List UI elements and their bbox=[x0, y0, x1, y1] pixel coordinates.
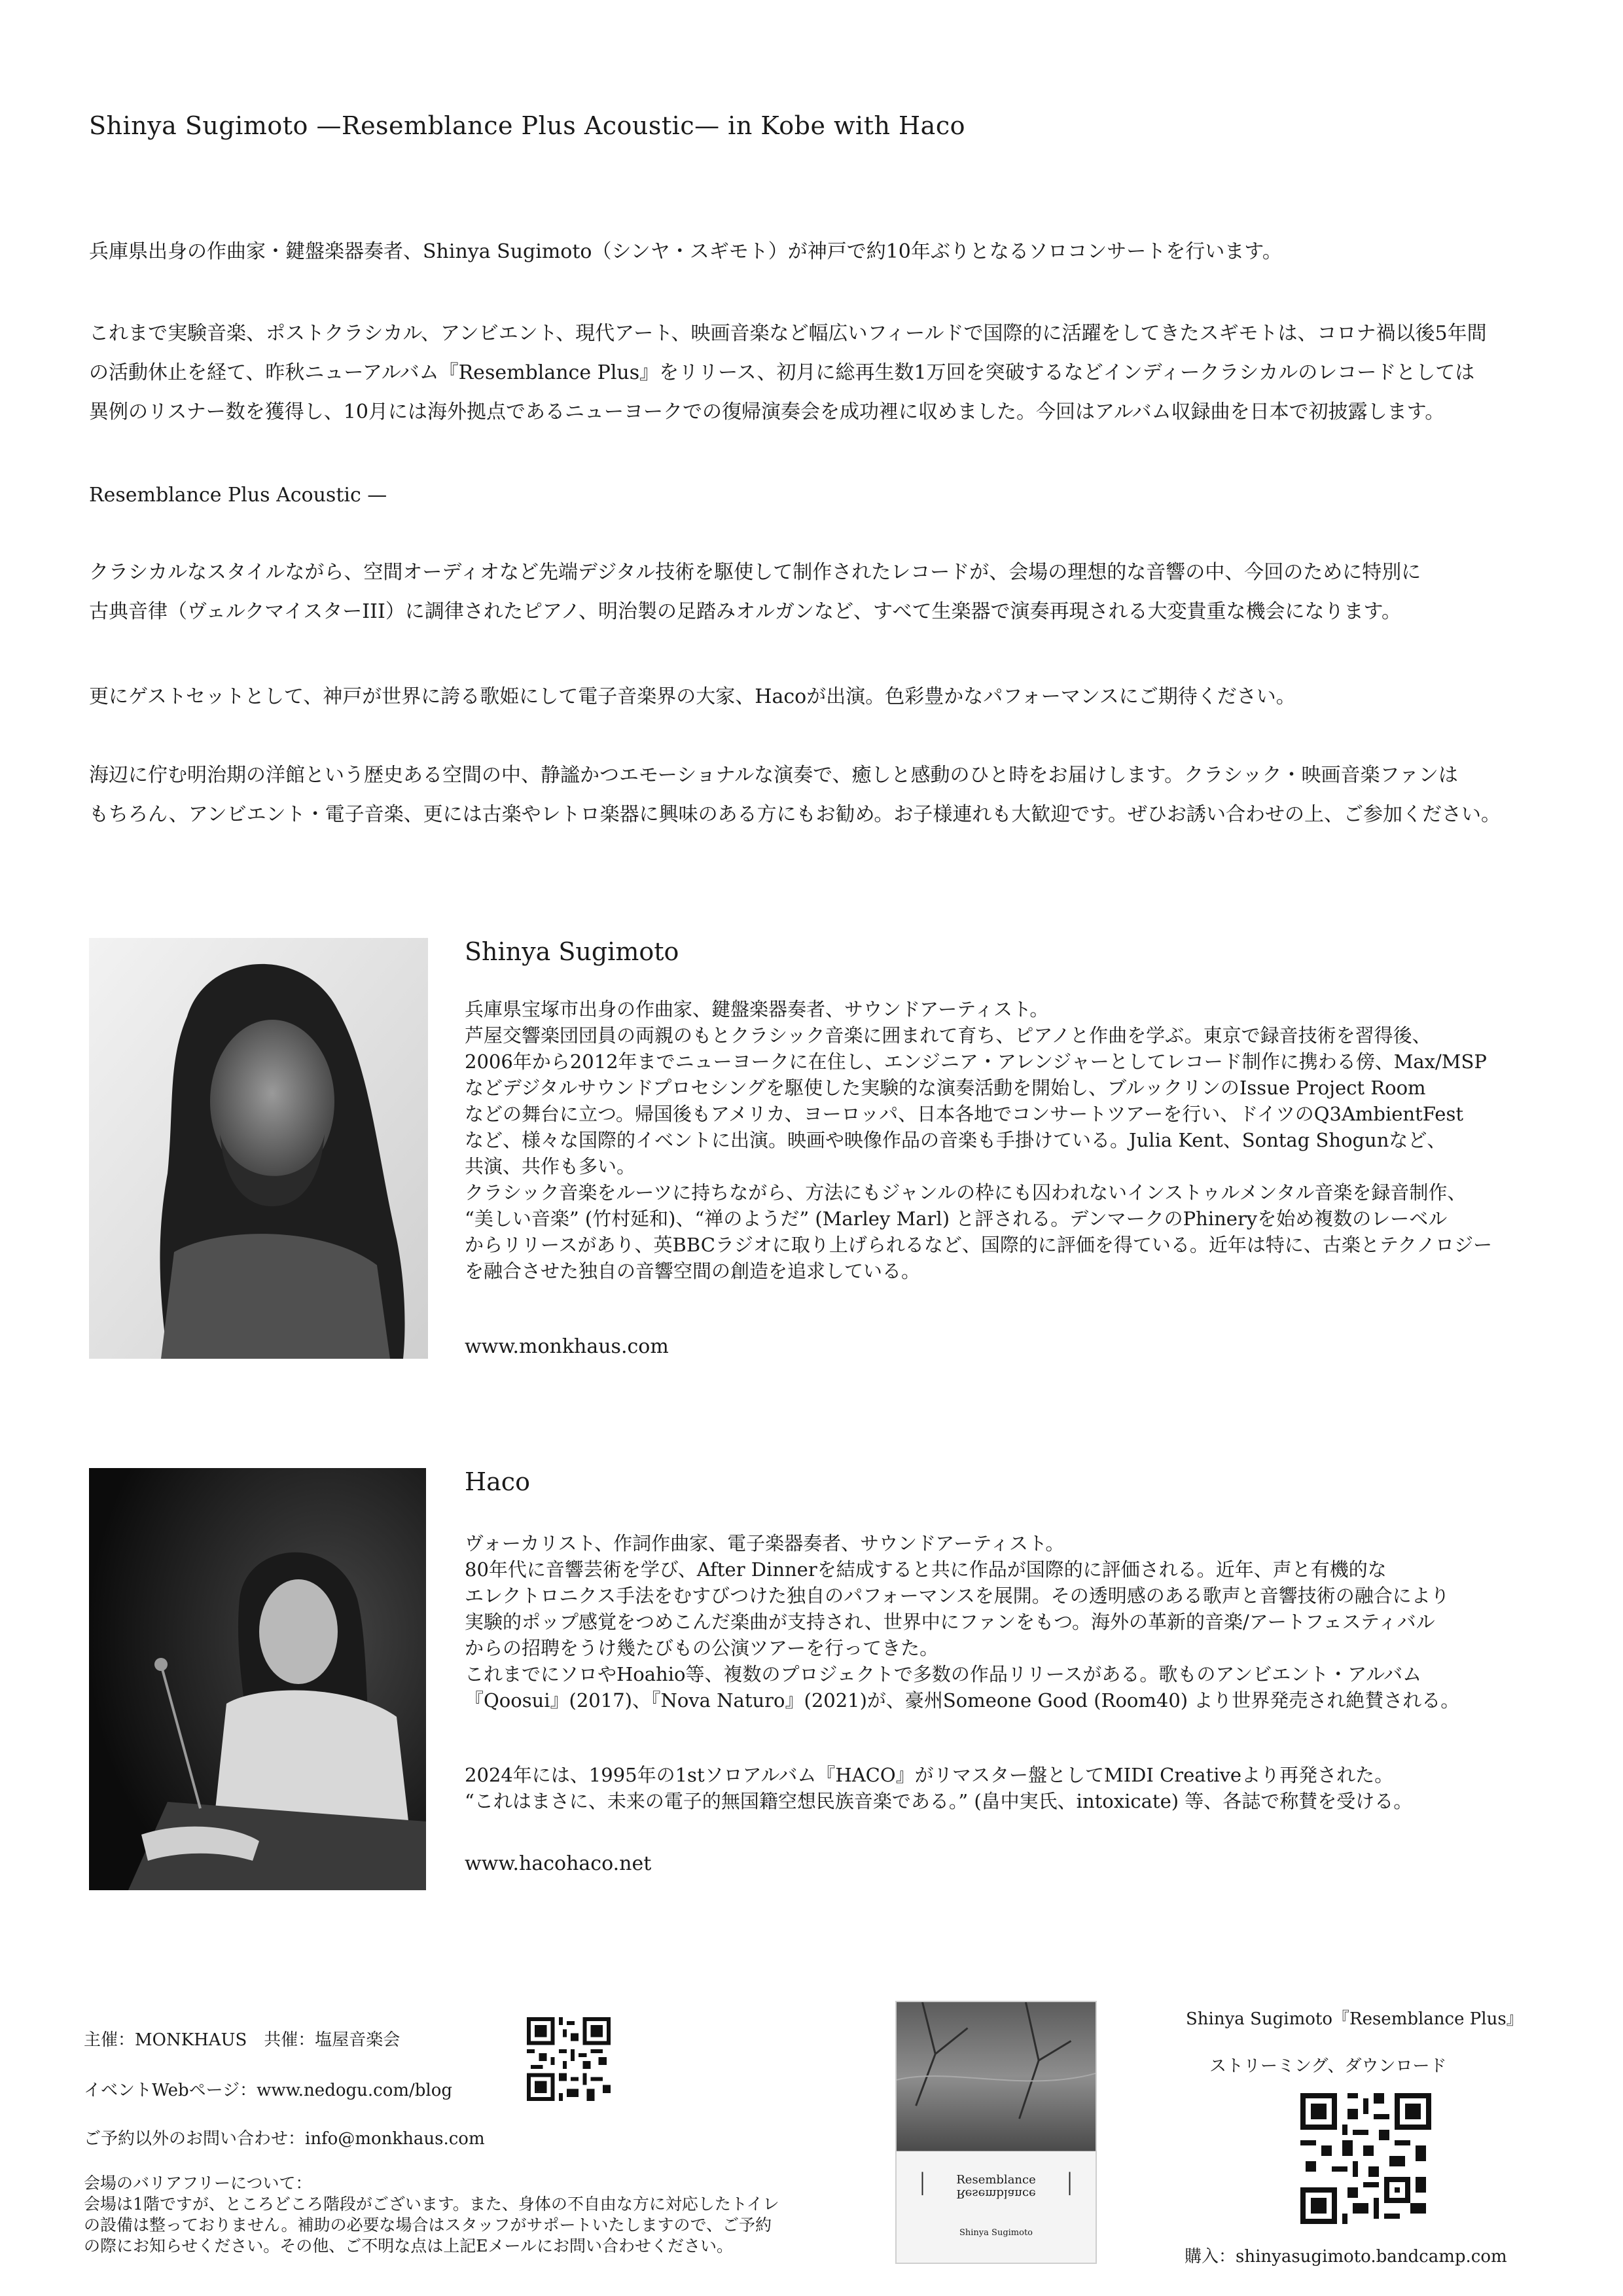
sugimoto-bio bbox=[465, 996, 1492, 1284]
intro-line: もちろん、アンビエント・電子音楽、更には古楽やレトロ楽器に興味のある方にもお勧め。お子様連れも大歓迎です。ぜひお誘い合わせの上、ご参加ください。 bbox=[89, 803, 1501, 826]
page-title: Shinya Sugimoto —Resemblance Plus Acoustic— in Kobe with Haco bbox=[89, 111, 965, 140]
bio-line: 芦屋交響楽団団員の両親のもとクラシック音楽に囲まれて育ち、ピアノと作曲を学ぶ。東京で録音技術を習得後、 bbox=[465, 1024, 1431, 1047]
intro-line: の活動休止を経て、昨秋ニューアルバム『Resemblance Plus』をリリース、初月に総再生数1万回を突破するなどインディークラシカルのレコードとしては bbox=[89, 361, 1475, 384]
bio-line: これまでにソロやHoahio等、複数のプロジェクトで多数の作品リリースがある。歌ものアンビエント・アルバム bbox=[465, 1663, 1422, 1685]
intro-line: 海辺に佇む明治期の洋館という歴史ある空間の中、静謐かつエモーショナルな演奏で、癒しと感動のひと時をお届けします。クラシック・映画音楽ファンは bbox=[89, 764, 1458, 787]
bio-line: “美しい音楽” (竹村延和)、“禅のようだ” (Marley Marl) と評される。デンマークのPhineryを始め複数のレーベル bbox=[465, 1208, 1448, 1230]
haco-website-link[interactable]: www.hacohaco.net bbox=[465, 1852, 652, 1875]
bio-line: 実験的ポップ感覚をつめこんだ楽曲が支持され、世界中にファンをもつ。海外の革新的音楽/アートフェスティバル bbox=[465, 1611, 1435, 1633]
intro-paragraph-4 bbox=[89, 677, 1548, 717]
bio-line: 兵庫県宝塚市出身の作曲家、鍵盤楽器奏者、サウンドアーティスト。 bbox=[465, 998, 1049, 1020]
bio-line: などデジタルサウンドプロセシングを駆使した実験的な演奏活動を開始し、ブルックリンのIssue Project Room bbox=[465, 1077, 1426, 1099]
haco-bio-2 bbox=[465, 1762, 1412, 1814]
intro-line: 古典音律（ヴェルクマイスターIII）に調律されたピアノ、明治製の足踏みオルガンなど、すべて生楽器で演奏再現される大変貴重な機会になります。 bbox=[89, 600, 1402, 623]
album-qr-code[interactable] bbox=[1300, 2093, 1431, 2224]
intro-line: 異例のリスナー数を獲得し、10月には海外拠点であるニューヨークでの復帰演奏会を成功裡に収めました。今回はアルバム収録曲を日本で初披露します。 bbox=[89, 401, 1445, 423]
sugimoto-name: Shinya Sugimoto bbox=[465, 937, 679, 966]
album-cover-artist: Shinya Sugimoto bbox=[959, 2228, 1033, 2238]
intro-subheading bbox=[89, 476, 1548, 515]
event-page-text[interactable]: イベントWebページ：www.nedogu.com/blog bbox=[84, 2081, 453, 2100]
intro-line: 兵庫県出身の作曲家・鍵盤楽器奏者、Shinya Sugimoto（シンヤ・スギモト）が神戸で約10年ぶりとなるソロコンサートを行います。 bbox=[89, 240, 1282, 263]
bio-line: クラシック音楽をルーツに持ちながら、方法にもジャンルの枠にも囚われないインストゥルメンタル音楽を録音制作、 bbox=[465, 1181, 1467, 1204]
bio-line: 『Qoosui』(2017)、『Nova Naturo』(2021)が、豪州Someone Good (Room40) より世界発売され絶賛される。 bbox=[465, 1689, 1460, 1712]
bio-line: エレクトロニクス手法をむすびつけた独自のパフォーマンスを展開。その透明感のある歌声と音響技術の融合により bbox=[465, 1585, 1450, 1607]
intro-line: これまで実験音楽、ポストクラシカル、アンビエント、現代アート、映画音楽など幅広いフィールドで国際的に活躍をしてきたスギモトは、コロナ禍以後5年間 bbox=[89, 322, 1487, 345]
barrier-line: の設備は整っておりません。補助の必要な場合はスタッフがサポートいたしますので、ご予約 bbox=[84, 2215, 772, 2234]
bio-line: 2006年から2012年までニューヨークに在住し、エンジニア・アレンジャーとしてレコード制作に携わる傍、Max/MSP bbox=[465, 1050, 1487, 1073]
intro-line: クラシカルなスタイルながら、空間オーディオなど先端デジタル技術を駆使して制作されたレコードが、会場の理想的な音響の中、今回のために特別に bbox=[89, 561, 1421, 584]
bio-line: 2024年には、1995年の1stソロアルバム『HACO』がリマスター盤としてMIDI Creativeより再発された。 bbox=[465, 1764, 1394, 1786]
bio-line: 80年代に音響芸術を学び、After Dinnerを結成すると共に作品が国際的に評価される。近年、声と有機的な bbox=[465, 1558, 1387, 1581]
haco-photo bbox=[89, 1468, 426, 1890]
barrier-line: 会場は1階ですが、ところどころ階段がございます。また、身体の不自由な方に対応したトイレ bbox=[84, 2195, 779, 2214]
haco-name: Haco bbox=[465, 1467, 530, 1496]
bio-line: “これはまさに、未来の電子的無国籍空想民族音楽である。” (畠中実氏、intoxicate) 等、各誌で称賛を受ける。 bbox=[465, 1790, 1413, 1812]
album-title: Shinya Sugimoto『Resemblance Plus』 bbox=[1186, 2009, 1524, 2029]
barrier-title: 会場のバリアフリーについて： bbox=[84, 2174, 312, 2193]
contact-text[interactable]: ご予約以外のお問い合わせ：info@monkhaus.com bbox=[84, 2129, 485, 2149]
album-cover-title-mirrored: Resemblance bbox=[956, 2187, 1036, 2200]
organizer-text: 主催：MONKHAUS 共催：塩屋音楽会 bbox=[84, 2030, 401, 2050]
streaming-text: ストリーミング、ダウンロード bbox=[1209, 2056, 1447, 2076]
sugimoto-website-link[interactable]: www.monkhaus.com bbox=[465, 1335, 669, 1358]
bio-line: ヴォーカリスト、作詞作曲家、電子楽器奏者、サウンドアーティスト。 bbox=[465, 1532, 1065, 1554]
intro-paragraph-3 bbox=[89, 553, 1548, 632]
album-cover bbox=[895, 2001, 1097, 2264]
purchase-link[interactable]: 購入：shinyasugimoto.bandcamp.com bbox=[1185, 2247, 1507, 2267]
bio-line: からリリースがあり、英BBCラジオに取り上げられるなど、国際的に評価を得ている。近年は特に、古楽とテクノロジー bbox=[465, 1234, 1493, 1256]
haco-bio bbox=[465, 1530, 1459, 1713]
bio-line: 共演、共作も多い。 bbox=[465, 1155, 636, 1177]
subheading-text: Resemblance Plus Acoustic — bbox=[89, 484, 387, 507]
album-cover-title: Resemblance bbox=[956, 2173, 1036, 2187]
intro-paragraph-2 bbox=[89, 314, 1548, 432]
sugimoto-photo bbox=[89, 938, 428, 1359]
intro-line: 更にゲストセットとして、神戸が世界に誇る歌姫にして電子音楽界の大家、Hacoが出演。色彩豊かなパフォーマンスにご期待ください。 bbox=[89, 685, 1296, 708]
event-qr-code[interactable] bbox=[527, 2017, 611, 2101]
intro-paragraph-1 bbox=[89, 232, 1548, 272]
bio-line: を融合させた独自の音響空間の創造を追求している。 bbox=[465, 1260, 921, 1282]
barrier-line: の際にお知らせください。その他、ご不明な点は上記Eメールにお問い合わせください。 bbox=[84, 2236, 734, 2255]
barrier-free-info bbox=[84, 2173, 779, 2257]
bio-line: などの舞台に立つ。帰国後もアメリカ、ヨーロッパ、日本各地でコンサートツアーを行い、ドイツのQ3AmbientFest bbox=[465, 1103, 1463, 1125]
bio-line: からの招聘をうけ幾たびもの公演ツアーを行ってきた。 bbox=[465, 1637, 939, 1659]
intro-paragraph-5 bbox=[89, 756, 1548, 834]
bio-line: など、様々な国際的イベントに出演。映画や映像作品の音楽も手掛けている。Julia Kent、Sontag Shogunなど、 bbox=[465, 1129, 1446, 1151]
